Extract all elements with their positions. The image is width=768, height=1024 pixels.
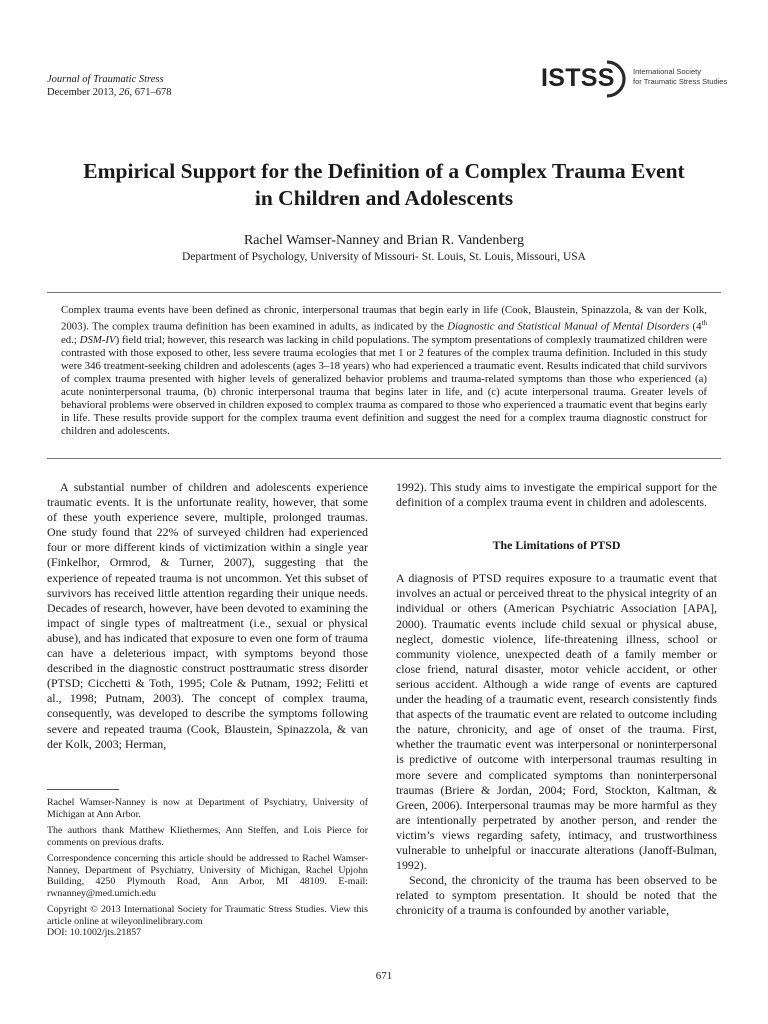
journal-name: Journal of Traumatic Stress bbox=[47, 74, 164, 85]
journal-citation bbox=[47, 73, 172, 99]
logo-wordmark: ISTSS bbox=[541, 64, 615, 92]
body-paragraph-continuation: 1992). This study aims to investigate the empirical support for the definition of a complex trauma event in children and adolescents. bbox=[396, 480, 717, 510]
body-paragraph-intro: A substantial number of children and adolescents experience traumatic events. It is the unfortunate reality, however, that some of these youth experience severe, multiple, prolonged traumas. One study found that 22% of surveyed children had experienced four or more different kinds of victimization within a single year (Finkelhor, Ormrod, & Turner, 2007), suggesting that the experience of repeated trauma is not uncommon. Yet this subset of survivors has received little attention regarding their unique needs. Decades of research, however, have been devoted to examining the impact of single types of maltreatment (i.e., sexual or physical abuse), and has indicated that exposure to even one form of trauma can have a deleterious impact, with symptoms beyond those described in the diagnostic construct posttraumatic stress disorder (PTSD; Cicchetti & Toth, 1995; Cole & Putnam, 1992; Felitti et al., 1998; Putnam, 2003). The concept of complex trauma, consequently, was developed to describe the symptoms following severe and repeated trauma (Cook, Blaustein, Spinazzola, & van der Kolk, 2003; Herman, bbox=[47, 480, 368, 751]
copyright-text: Copyright © 2013 International Society for Traumatic Stress Studies. View this article online at wileyonlinelibrary.com bbox=[47, 904, 368, 927]
istss-logo bbox=[541, 62, 741, 96]
volume-number: 26 bbox=[119, 87, 130, 98]
abstract-bottom-rule bbox=[47, 458, 721, 459]
footnote-acknowledgment: The authors thank Matthew Kliethermes, Ann Steffen, and Lois Pierce for comments on previous drafts. bbox=[47, 825, 368, 848]
abstract-text-3: ed.; bbox=[61, 333, 80, 346]
abstract bbox=[61, 304, 707, 439]
footnote-correspondence: Correspondence concerning this article should be addressed to Rachel Wamser-Nanney, Department of Psychiatry, University of Michigan, Rachel Upjohn Building, 4250 Plymouth Road, Ann Arbor, MI 48109. E-mail: rwnanney@med.umich.edu bbox=[47, 853, 368, 899]
logo-tagline bbox=[633, 67, 727, 87]
abstract-superscript: th bbox=[701, 319, 707, 328]
body-paragraph-ptsd: A diagnosis of PTSD requires exposure to a traumatic event that involves an actual or perceived threat to the physical integrity of an individual or others (American Psychiatric Association [APA], 2000). Traumatic events include child sexual or physical abuse, neglect, domestic violence, life-threatening illness, school or community violence, unexpected death of a family member or close friend, natural disaster, motor vehicle accident, or other serious accident. Although a wide range of events are captured under the heading of a traumatic event, research consistently finds that aspects of the traumatic event are related to outcome including the nature, chronicity, and age of onset of the trauma. First, whether the traumatic event was interpersonal or noninterpersonal is predictive of outcome with interpersonal traumas resulting in more severe and complicated symptoms than noninterpersonal traumas (Briere & Jordan, 2004; Ford, Stockton, Kaltman, & Green, 2006). Interpersonal traumas may be more harmful as they are intentionally perpetrated by another person, and render the victim’s views regarding safety, intimacy, and trustworthiness vulnerable to unhelpful or inaccurate alterations (Janoff-Bulman, 1992). bbox=[396, 571, 717, 873]
page-number: 671 bbox=[375, 970, 393, 982]
body-column-right bbox=[396, 480, 717, 918]
abstract-top-rule bbox=[47, 292, 721, 293]
title-line-1: Empirical Support for the Definition of a Complex Trauma Event bbox=[83, 159, 685, 183]
doi-text: DOI: 10.1002/jts.21857 bbox=[47, 927, 142, 938]
logo-arc-icon bbox=[599, 59, 629, 99]
logo-tagline-line1: International Society bbox=[633, 67, 701, 76]
author-list: Rachel Wamser-Nanney and Brian R. Vandenberg bbox=[243, 233, 525, 248]
body-paragraph-chronicity: Second, the chronicity of the trauma has been observed to be related to symptom presentation. It should be noted that the chronicity of a trauma is confounded by another variable, bbox=[396, 873, 717, 918]
abstract-manual-title: Diagnostic and Statistical Manual of Mental Disorders bbox=[447, 320, 690, 333]
footnotes bbox=[47, 797, 368, 939]
author-affiliation: Department of Psychology, University of Missouri- St. Louis, St. Louis, Missouri, USA bbox=[182, 251, 586, 263]
footnote-affiliation: Rachel Wamser-Nanney is now at Department of Psychiatry, University of Michigan at Ann Arbor. bbox=[47, 797, 368, 820]
page-range: , 671–678 bbox=[129, 87, 172, 98]
logo-tagline-line2: for Traumatic Stress Studies bbox=[633, 77, 728, 86]
footnote-rule bbox=[47, 789, 119, 790]
footnote-copyright bbox=[47, 904, 368, 939]
section-heading: The Limitations of PTSD bbox=[492, 538, 621, 553]
abstract-text-4: ) field trial; however, this research was lacking in child populations. The symptom presentations of complexly traumatized children were contrasted with those exposed to other, less severe trauma ecologies that met 1 or 2 features of the complex trauma definition. Included in this study were 346 treatment-seeking children and adolescents (ages 3–18 years) who had experienced a traumatic event. Results indicated that child survivors of complex trauma presented with higher levels of generalized behavior problems and trauma-related symptoms than those who experienced (a) acute noninterpersonal trauma, (b) chronic interpersonal trauma that begins later in life, and (c) acute interpersonal trauma. Greater levels of behavioral problems were observed in children exposed to complex trauma as compared to those who experienced a traumatic event that begins early in life. These results provide support for the complex trauma event definition and suggest the need for a complex trauma diagnostic construct for children and adolescents. bbox=[61, 333, 708, 438]
abstract-text-2: (4 bbox=[689, 320, 702, 333]
body-column-left bbox=[47, 480, 368, 752]
title-line-2: in Children and Adolescents bbox=[254, 186, 514, 210]
abstract-dsm: DSM-IV bbox=[79, 333, 116, 346]
issue-date: December 2013, bbox=[47, 87, 120, 98]
journal-issue bbox=[47, 86, 172, 99]
abstract-text-1: Complex trauma events have been defined as chronic, interpersonal traumas that begin early in life (Cook, Blaustein, Spinazzola, & van der Kolk, 2003). The complex trauma definition has been examined in adults, as indicated by the bbox=[61, 304, 707, 333]
article-title bbox=[0, 158, 768, 212]
